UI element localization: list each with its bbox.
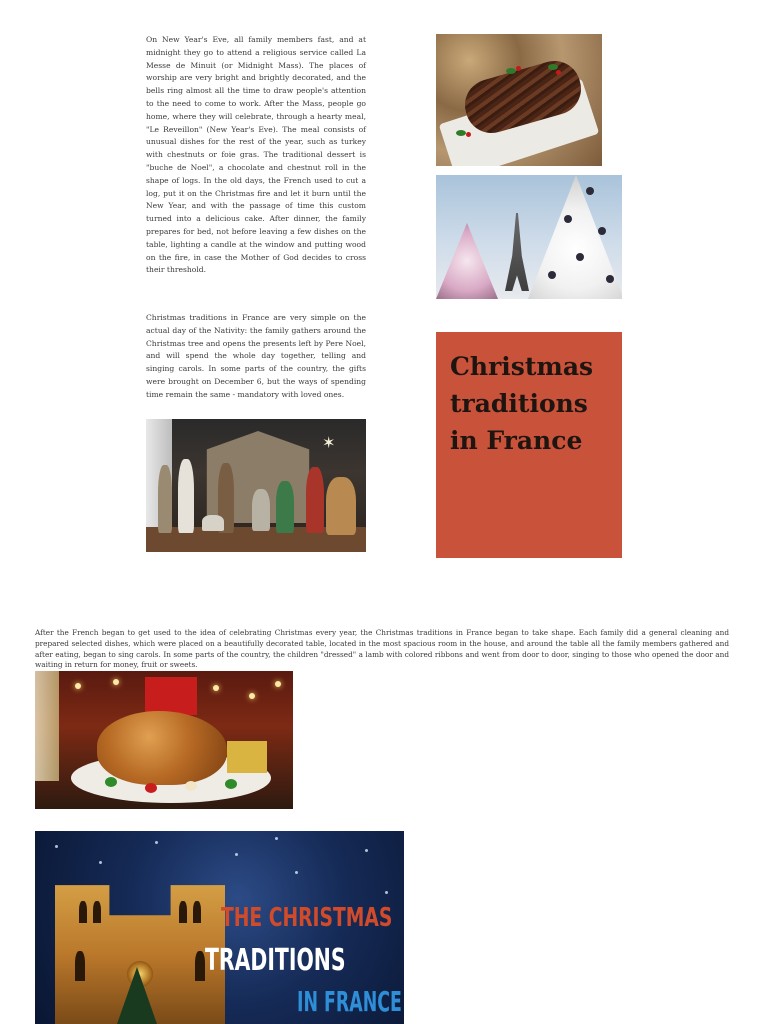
cathedral-window xyxy=(75,951,85,981)
gift-box xyxy=(227,741,267,773)
paragraph-nativity-day: Christmas traditions in France are very simple on the actual day of the Nativity: the family gathers around the Christmas tree and opens the presents left by Pere Noel, and will spend the whole day together, telling and singing carols. In some parts of the country, the gifts were brought on December 6, but the ways of spending time remain the same - mandatory with loved ones. xyxy=(146,313,366,399)
cathedral-window xyxy=(193,901,201,923)
roast-turkey xyxy=(97,711,227,785)
paragraph-traditions-history: After the French began to get used to the idea of celebrating Christmas every year, the Christmas traditions in France began to take shape. Each family did a general cleaning and prepared selected dishes, which were placed on a beautifully decorated table, located in the most spacious room in the house, and around the table all the family members gathered and after eating, began to sing carols. In some parts of the country, the children "dressed" a lamb with colored ribbons and went from door to door, singing to those who opened the door and waiting in return for money, fruit or sweets. xyxy=(35,628,729,670)
ornament xyxy=(576,253,584,261)
snowflake xyxy=(155,841,158,844)
cathedral-window xyxy=(195,951,205,981)
snowflake xyxy=(275,837,278,840)
eiffel-tower xyxy=(505,213,529,291)
page-title: Christmas traditions in France xyxy=(450,352,594,455)
broccoli xyxy=(225,779,237,789)
snowflake xyxy=(365,849,368,852)
ornament xyxy=(598,227,606,235)
snowflake xyxy=(295,871,298,874)
holly-berry xyxy=(516,66,521,71)
holly-leaf xyxy=(456,130,466,136)
figurine-mary xyxy=(252,489,270,531)
lemon-slice xyxy=(185,781,197,791)
holly-leaf xyxy=(548,64,558,70)
light xyxy=(75,683,81,689)
eiffel-tower-christmas-photo xyxy=(436,175,622,299)
yule-log-photo xyxy=(436,34,602,166)
ornament xyxy=(548,271,556,279)
cathedral-window xyxy=(93,901,101,923)
christmas-turkey-photo xyxy=(35,671,293,809)
light xyxy=(213,685,219,691)
paragraph-new-years-eve: On New Year's Eve, all family members fast, and at midnight they go to attend a religious service called La Messe de Minuit (or Midnight Mass). The places of worship are very bright and brightly decorated, and the bells ring almost all the time to draw people's attention to the need to come to work. After the Mass, people go home, where they will celebrate, through a hearty meal, "Le Reveillon" (New Year's Eve). The meal consists of unusual dishes for the rest of the year, such as turkey with chestnuts or foie gras. The traditional dessert is "buche de Noel", a chocolate and chestnut roll in the shape of logs. In the old days, the French used to cut a log, put it on the Christmas fire and let it burn until the New Year, and with the passage of time this custom turned into a delicious cake. After dinner, the family prepares for bed, not before leaving a few dishes on the table, lighting a candle at the window and putting wood on the fire, in case the Mother of God decides to cross their threshold. xyxy=(146,35,366,275)
snowflake xyxy=(385,891,388,894)
poster-title-line-2: TRADITIONS xyxy=(205,943,346,978)
poster-title-line-3: IN FRANCE xyxy=(297,985,402,1018)
snowflake xyxy=(99,861,102,864)
gift-box xyxy=(145,677,197,715)
broccoli xyxy=(105,777,117,787)
snowflake xyxy=(55,845,58,848)
ornament xyxy=(606,275,614,283)
figurine-king xyxy=(276,481,294,533)
holly-berry xyxy=(466,132,471,137)
cathedral-window xyxy=(79,901,87,923)
figurine-angel xyxy=(178,459,194,533)
light xyxy=(275,681,281,687)
figurine-king xyxy=(306,467,324,533)
ornament xyxy=(564,215,572,223)
nativity-scene-photo xyxy=(146,419,366,552)
poster-title-line-1: THE CHRISTMAS xyxy=(221,903,393,933)
berries xyxy=(145,783,157,793)
figurine xyxy=(158,465,172,533)
star-icon: ✶ xyxy=(322,433,336,452)
snowflake xyxy=(235,853,238,856)
figurine-camel xyxy=(326,477,356,535)
light xyxy=(249,693,255,699)
pink-christmas-tree xyxy=(436,223,498,299)
wine-glass xyxy=(35,671,59,781)
title-block xyxy=(436,332,622,558)
light xyxy=(113,679,119,685)
notre-dame-christmas-poster xyxy=(35,831,404,1024)
cathedral-window xyxy=(179,901,187,923)
holly-leaf xyxy=(506,68,516,74)
ornament xyxy=(586,187,594,195)
holly-berry xyxy=(556,70,561,75)
figurine-sheep xyxy=(202,515,224,531)
